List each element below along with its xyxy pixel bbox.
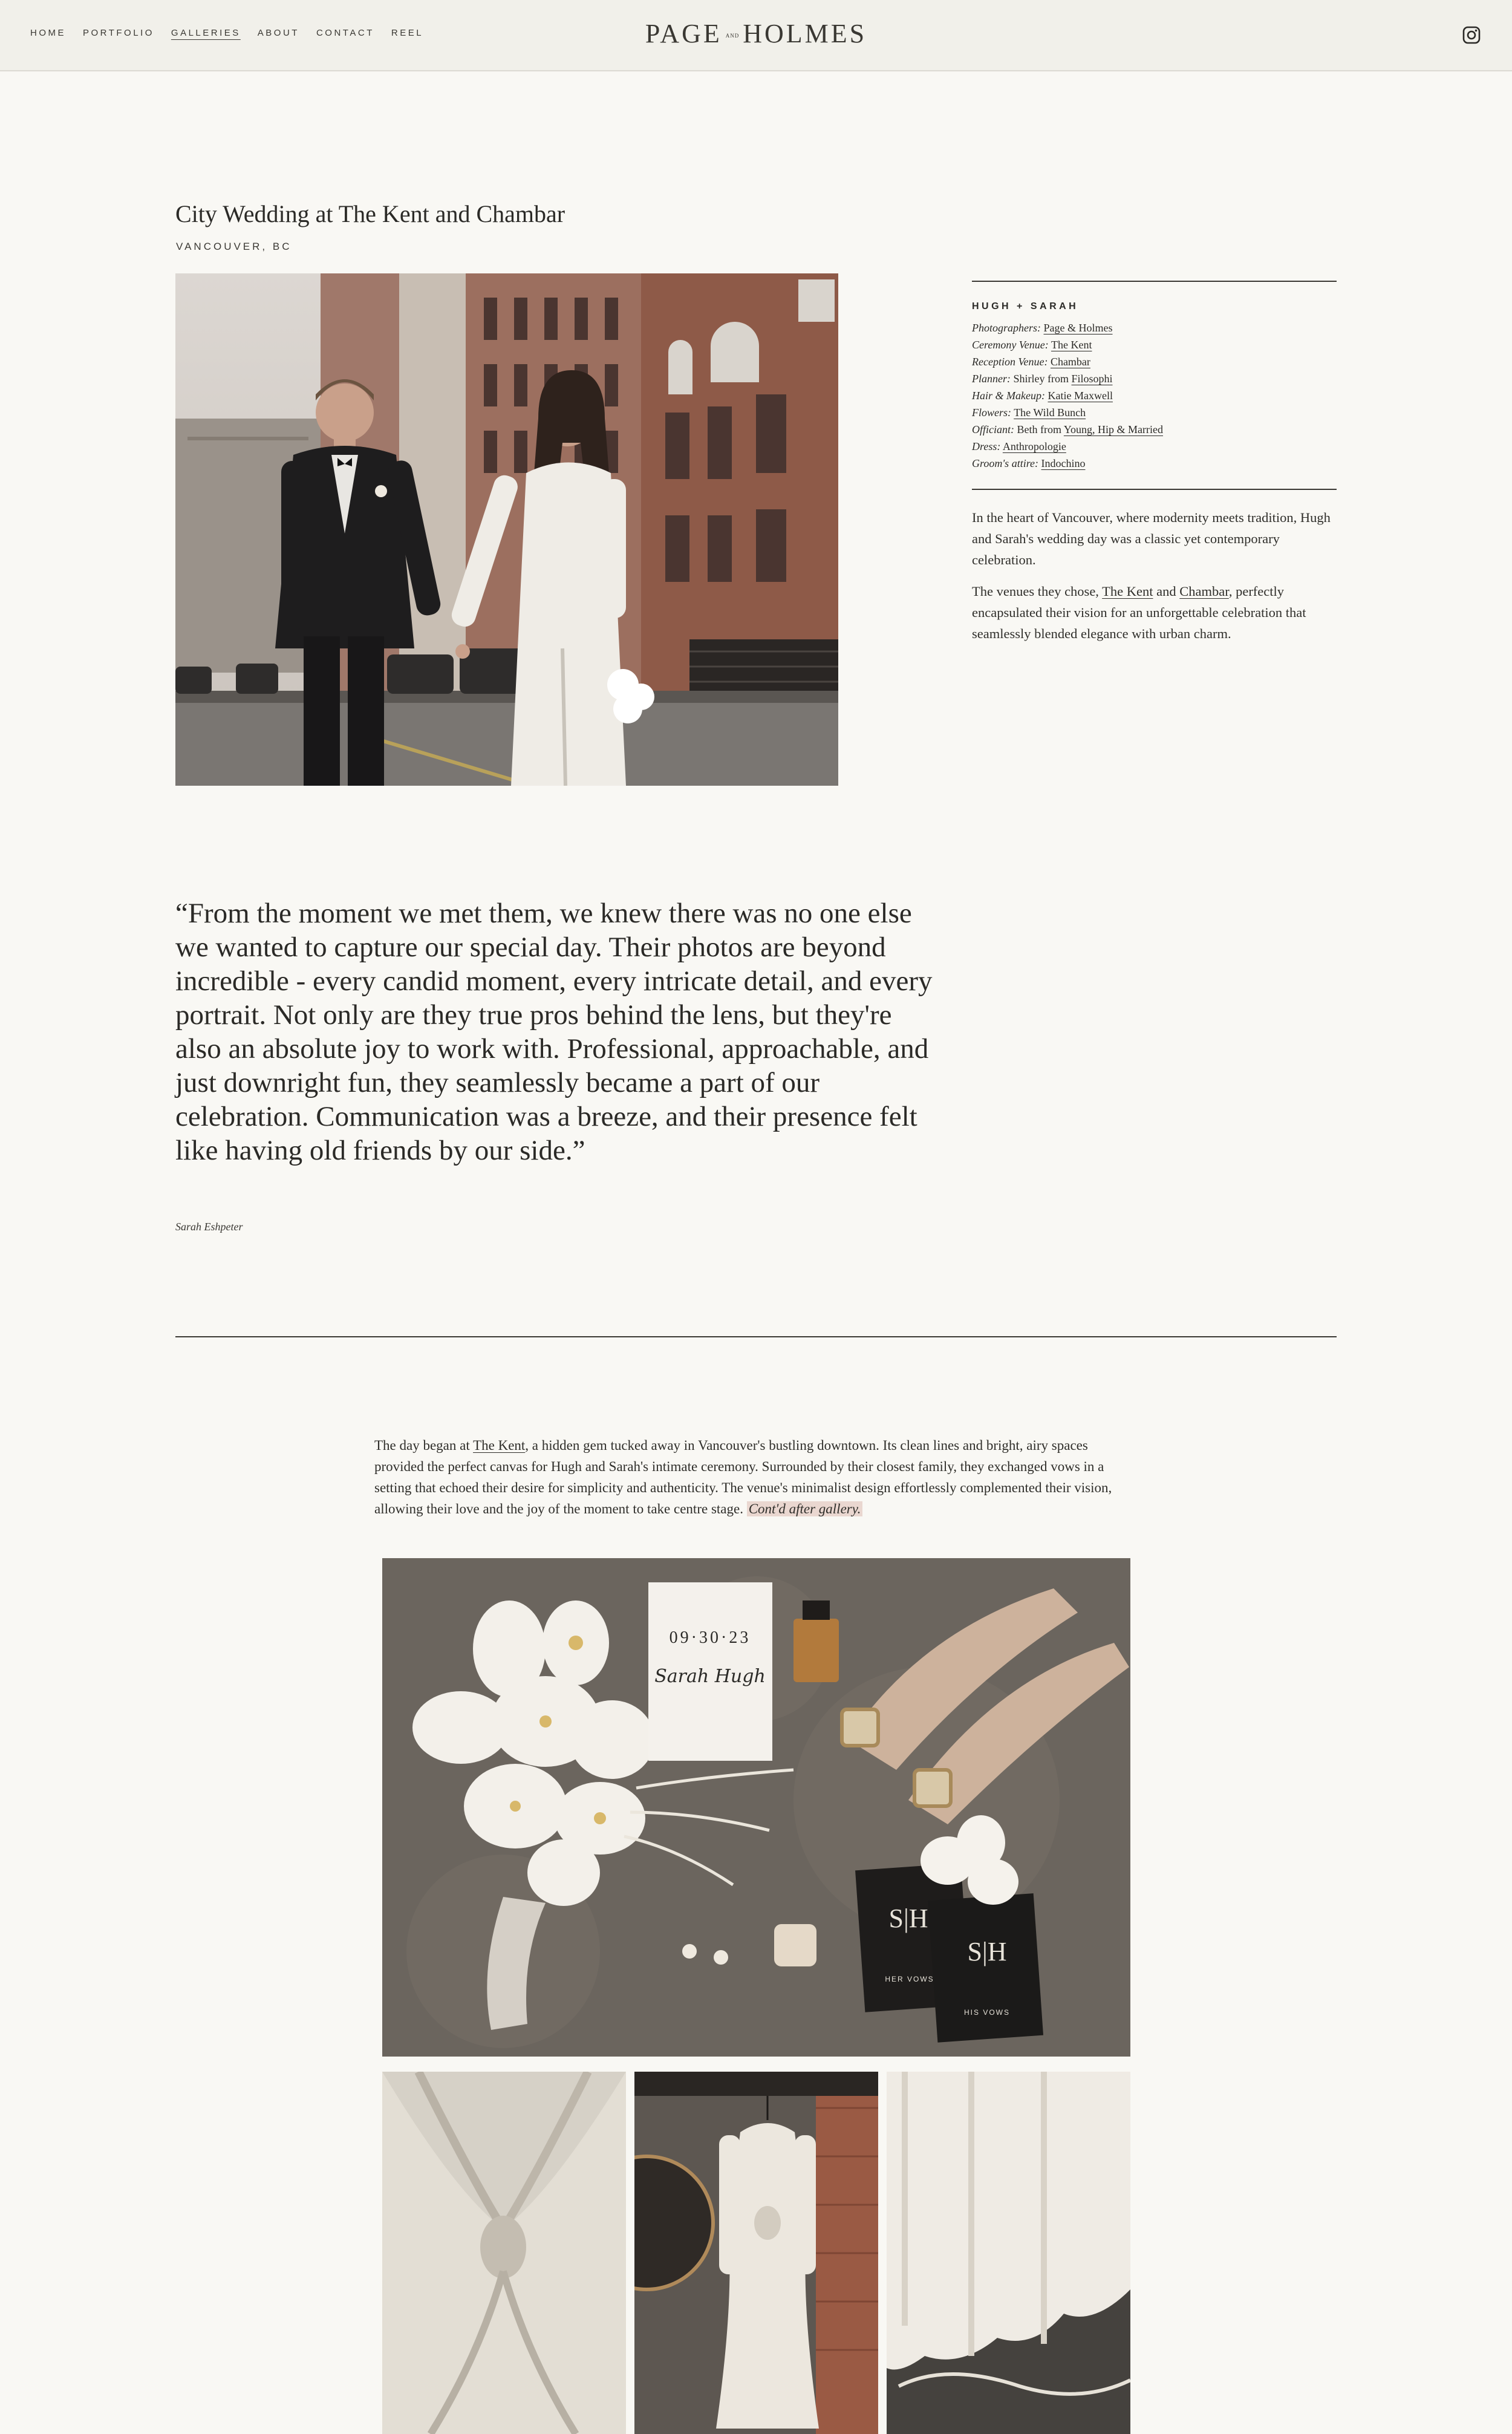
intro-link-chambar[interactable]: Chambar xyxy=(1179,584,1229,599)
story-text: The day began at xyxy=(374,1438,470,1453)
testimonial-author: Sarah Eshpeter xyxy=(175,1221,243,1233)
hero-photo-couple[interactable] xyxy=(175,273,838,786)
credit-link-planner[interactable]: Filosophi xyxy=(1071,373,1113,385)
logo-page: PAGE xyxy=(645,19,722,48)
credit-grooms-attire xyxy=(972,455,1337,472)
his-vows-monogram: S|H xyxy=(967,1937,1007,1966)
credit-role: Flowers: xyxy=(972,406,1011,419)
nav-galleries[interactable]: GALLERIES xyxy=(171,28,241,38)
credit-planner xyxy=(972,370,1337,387)
intro-text-span: , perfectly encapsulated their vision for an unforgettable celebration that seamlessly blended elegance with urban charm. xyxy=(972,584,1306,641)
credit-link-flowers[interactable]: The Wild Bunch xyxy=(1014,406,1086,419)
story-text: , a hidden gem tucked away in Vancouver's bustling downtown. Its clean lines and bright, airy spaces provided the perfect canvas for Hugh and Sarah's intimate ceremony. Surrounded by their closest family, they exchanged vows in a setting that echoed their desire for simplicity and authenticity. The venue's minimalist design effortlessly complemented their vision, allowing their love and the joy of the moment to take centre stage. xyxy=(374,1438,1112,1516)
site-logo[interactable] xyxy=(0,18,1512,49)
nav-reel[interactable]: REEL xyxy=(391,28,424,38)
page-title: City Wedding at The Kent and Chambar xyxy=(175,200,565,227)
hero-photo-illustration xyxy=(175,273,838,786)
credit-role: Hair & Makeup: xyxy=(972,390,1045,402)
credit-role: Photographers: xyxy=(972,322,1041,334)
section-divider xyxy=(175,1336,1337,1337)
intro-text-span: The venues they chose, xyxy=(972,584,1099,599)
credit-officiant xyxy=(972,421,1337,438)
credit-role: Planner: xyxy=(972,373,1011,385)
flatlay-illustration xyxy=(382,1558,1130,2057)
site-header xyxy=(0,0,1512,71)
credit-link-photographers[interactable]: Page & Holmes xyxy=(1043,322,1113,334)
credits-bottom-rule xyxy=(972,489,1337,490)
location-label: VANCOUVER, BC xyxy=(176,241,292,252)
his-vows-label: HIS VOWS xyxy=(963,2008,1011,2017)
credit-link-hair-makeup[interactable]: Katie Maxwell xyxy=(1048,390,1113,402)
logo-holmes: HOLMES xyxy=(743,19,867,48)
contd-after-gallery-note: Cont'd after gallery. xyxy=(747,1501,863,1516)
invite-names: Sarah Hugh xyxy=(654,1666,766,1687)
nav-home[interactable]: HOME xyxy=(30,28,66,38)
credit-flowers xyxy=(972,404,1337,421)
intro-paragraph-1: In the heart of Vancouver, where modernity meets tradition, Hugh and Sarah's wedding day was a classic yet contemporary celebration. xyxy=(972,510,1331,567)
credit-role: Ceremony Venue: xyxy=(972,339,1049,351)
credit-link-ceremony-venue[interactable]: The Kent xyxy=(1051,339,1092,351)
dress-hem-illustration xyxy=(887,2072,1130,2434)
credit-hair-makeup xyxy=(972,387,1337,404)
logo-and: AND xyxy=(725,32,740,39)
credits-sidebar xyxy=(972,281,1337,644)
intro-paragraph-2 xyxy=(972,581,1337,644)
story-link-the-kent[interactable]: The Kent xyxy=(473,1438,526,1453)
credit-link-grooms-attire[interactable]: Indochino xyxy=(1041,457,1086,469)
gallery-photo-dress-hem[interactable] xyxy=(887,2072,1130,2434)
credits-top-rule xyxy=(972,281,1337,282)
credit-pre: Beth from xyxy=(1017,423,1061,436)
dress-detail-illustration xyxy=(382,2072,626,2434)
instagram-icon[interactable] xyxy=(1462,26,1481,44)
credit-role: Groom's attire: xyxy=(972,457,1039,469)
dress-hanging-illustration xyxy=(634,2072,878,2434)
her-vows-monogram: S|H xyxy=(888,1904,928,1933)
her-vows-label: HER VOWS xyxy=(885,1975,934,1983)
credit-photographers xyxy=(972,319,1337,336)
credit-role: Reception Venue: xyxy=(972,356,1048,368)
intro-text-span: and xyxy=(1156,584,1176,599)
nav-about[interactable]: ABOUT xyxy=(257,28,299,38)
nav-contact[interactable]: CONTACT xyxy=(316,28,374,38)
nav-portfolio[interactable]: PORTFOLIO xyxy=(83,28,154,38)
story-paragraph xyxy=(374,1435,1138,1519)
gallery-photo-dress-detail[interactable] xyxy=(382,2072,626,2434)
credit-reception-venue xyxy=(972,353,1337,370)
credit-role: Dress: xyxy=(972,440,1001,452)
credit-ceremony-venue xyxy=(972,336,1337,353)
testimonial-quote: “From the moment we met them, we knew there was no one else we wanted to capture our special day. Their photos are beyond incredible - every candid moment, every intricate detail, and every portrait. Not only are they true pros behind the lens, but they're also an absolute joy to work with. Professional, approachable, and just downright fun, they seamlessly became a part of our celebration. Communication was a breeze, and their presence felt like having old friends by our side.” xyxy=(175,898,933,1166)
vendor-credits-list xyxy=(972,319,1337,472)
gallery-photo-flatlay[interactable] xyxy=(382,1558,1130,2057)
couple-name: HUGH + SARAH xyxy=(972,301,1079,312)
credit-link-reception-venue[interactable]: Chambar xyxy=(1050,356,1090,368)
credit-pre: Shirley from xyxy=(1013,373,1069,385)
intro-link-the-kent[interactable]: The Kent xyxy=(1102,584,1153,599)
intro-text xyxy=(972,507,1337,644)
invite-date: 09·30·23 xyxy=(669,1628,751,1647)
gallery-photo-dress-hanging[interactable] xyxy=(634,2072,878,2434)
credit-role: Officiant: xyxy=(972,423,1014,436)
credit-link-dress[interactable]: Anthropologie xyxy=(1002,440,1066,452)
credit-link-officiant[interactable]: Young, Hip & Married xyxy=(1063,423,1164,436)
credit-dress xyxy=(972,438,1337,455)
